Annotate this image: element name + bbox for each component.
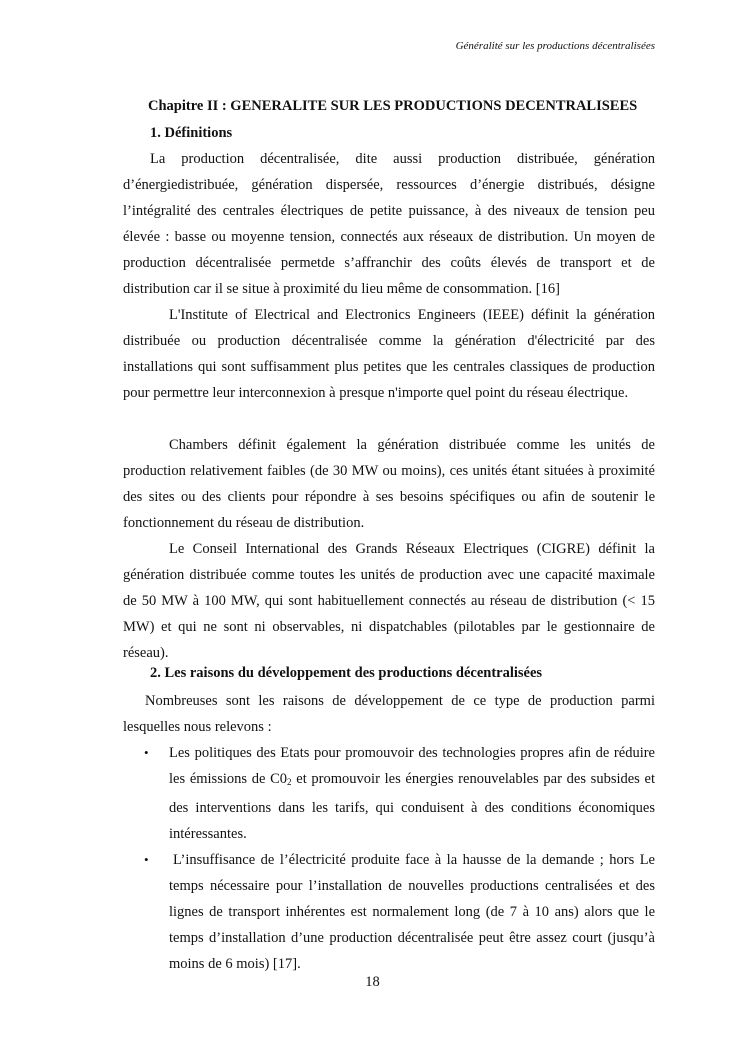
chapter-title: Chapitre II : GENERALITE SUR LES PRODUCTIONS DECENTRALISEES <box>148 98 638 114</box>
bullet-icon: • <box>144 852 149 867</box>
running-header: Généralité sur les productions décentralisées <box>455 40 655 52</box>
list-item <box>123 740 655 847</box>
paragraph-cigre-definition: Le Conseil International des Grands Réseaux Electriques (CIGRE) définit la génération distribuée comme toutes les unités de production avec une capacité maximale de 50 MW à 100 MW, qui sont habituellement connectés au réseau de distribution (< 15 MW) et qui ne sont ni observables, ni dispatchables (pilotables par le gestionnaire de réseau). <box>123 541 655 661</box>
section-heading-reasons: 2. Les raisons du développement des productions décentralisées <box>150 665 543 681</box>
section-heading-definitions: 1. Définitions <box>150 125 233 141</box>
list-item-text: Les politiques des Etats pour promouvoir des technologies propres afin de réduire les émissions de C0 <box>169 745 655 787</box>
bullet-icon: • <box>144 745 149 760</box>
paragraph-reasons-intro: Nombreuses sont les raisons de développement de ce type de production parmi lesquelles nous relevons : <box>123 693 655 735</box>
subscript: 2 <box>287 777 292 787</box>
paragraph-chambers-definition: Chambers définit également la génération distribuée comme les unités de production relativement faibles (de 30 MW ou moins), ces unités étant situées à proximité des sites ou des clients pour répondre à ses besoins spécifiques ou afin de soutenir le fonctionnement du réseau de distribution. <box>123 437 655 531</box>
list-item <box>123 847 655 977</box>
list-item-text-continued: et promouvoir les énergies renouvelables par des subsides et des interventions dans les tarifs, qui conduisent à des conditions économiques intéressantes. <box>169 771 655 842</box>
reasons-list <box>123 740 655 977</box>
page-number: 18 <box>365 974 380 990</box>
paragraph-ieee-definition: L'Institute of Electrical and Electronics Engineers (IEEE) définit la génération distribuée ou production décentralisée comme la génération d'électricité par des installations qui sont suffisamment plus petites que les centrales classiques de production pour permettre leur interconnexion à presque n'importe quel point du réseau électrique. <box>123 307 655 401</box>
paragraph-definition-intro: La production décentralisée, dite aussi production distribuée, génération d’énergiedistribuée, génération dispersée, ressources d’énergie distribués, désigne l’intégralité des centrales électriques de petite puissance, à des niveaux de tension peu élevée : basse ou moyenne tension, connectés aux réseaux de distribution. Un moyen de production décentralisée permetde s’affranchir des coûts élevés de transport et de distribution car il se situe à proximité du lieu même de consommation. [16] <box>123 151 655 297</box>
list-item-text: L’insuffisance de l’électricité produite face à la hausse de la demande ; hors Le temps nécessaire pour l’installation de nouvelles productions centralisées et des lignes de transport inhérentes est normalement long (de 7 à 10 ans) alors que le temps d’installation d’une production décentralisée peut être assez court (jusqu’à moins de 6 mois) [17]. <box>169 852 655 972</box>
